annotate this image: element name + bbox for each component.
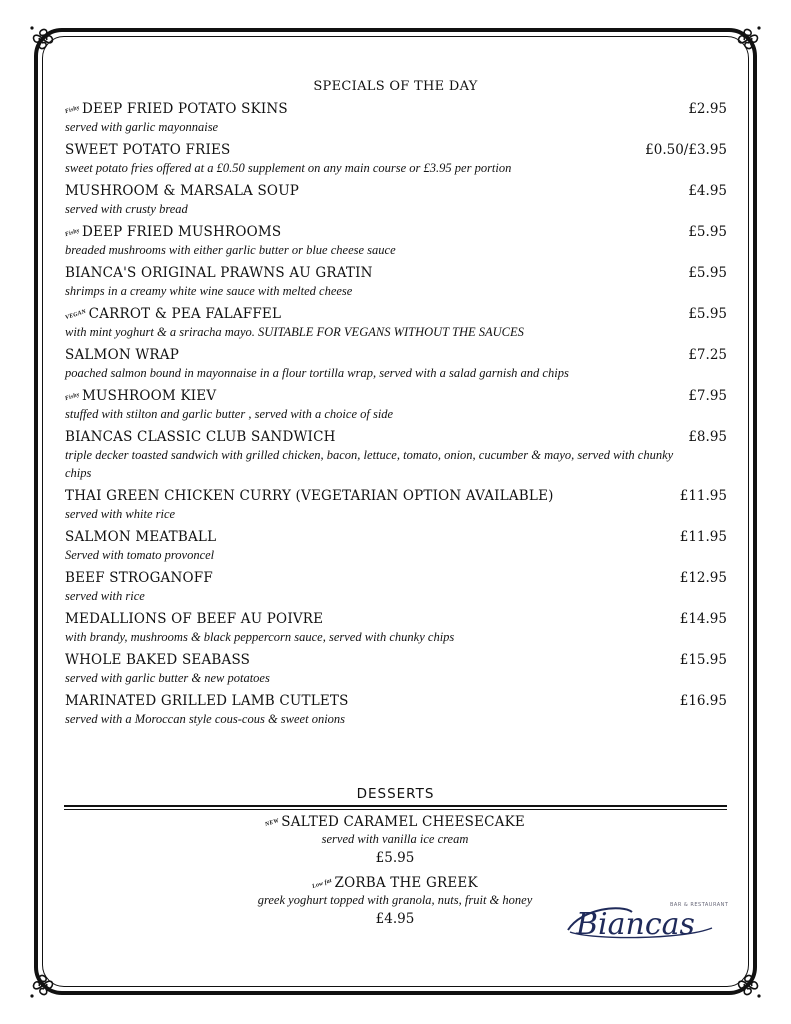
new-tag-icon: NEW <box>264 817 280 829</box>
item-description: triple decker toasted sandwich with grilled chicken, bacon, lettuce, tomato, onion, cucumber & mayo, served with chunky chips <box>65 448 674 480</box>
item-price: £11.95 <box>679 488 727 504</box>
item-price: £15.95 <box>679 652 727 668</box>
menu-item <box>65 652 727 687</box>
item-description: served with white rice <box>65 507 176 521</box>
menu-item <box>65 488 727 523</box>
item-name: MUSHROOM & MARSALA SOUP <box>65 183 300 199</box>
menu-item <box>65 429 727 482</box>
menu-item <box>65 101 727 136</box>
desserts-title: DESSERTS <box>356 786 435 802</box>
item-price: £5.95 <box>688 306 727 322</box>
item-description: with mint yoghurt & a sriracha mayo. SUITABLE FOR VEGANS WITHOUT THE SAUCES <box>65 325 524 339</box>
menu-item <box>65 611 727 646</box>
menu-item <box>65 529 727 564</box>
item-description: stuffed with stilton and garlic butter , served with a choice of side <box>65 407 394 421</box>
divider <box>64 805 727 807</box>
menu-item <box>65 183 727 218</box>
fishy-tag-icon: Fishy <box>64 104 81 116</box>
dessert-item <box>195 875 595 927</box>
item-name: BIANCAS CLASSIC CLUB SANDWICH <box>65 429 336 445</box>
fishy-tag-icon: Fishy <box>64 391 81 403</box>
vegan-tag-icon: VEGAN <box>64 308 88 322</box>
item-name: BEEF STROGANOFF <box>65 570 213 586</box>
item-description: breaded mushrooms with either garlic butter or blue cheese sauce <box>65 243 396 257</box>
menu-item <box>65 142 727 177</box>
item-name: Low fat ZORBA THE GREEK <box>311 875 478 891</box>
item-description: served with garlic mayonnaise <box>65 120 219 134</box>
specials-title: SPECIALS OF THE DAY <box>313 79 478 94</box>
menu-item <box>65 224 727 259</box>
low-fat-tag-icon: Low fat <box>311 878 333 890</box>
menu-item <box>65 388 727 423</box>
item-price: £16.95 <box>679 693 727 709</box>
item-description: served with a Moroccan style cous-cous & sweet onions <box>65 712 346 726</box>
item-name: MARINATED GRILLED LAMB CUTLETS <box>65 693 349 709</box>
item-description: poached salmon bound in mayonnaise in a flour tortilla wrap, served with a salad garnish and chips <box>65 366 569 380</box>
item-name: SALMON MEATBALL <box>65 529 217 545</box>
item-price: £0.50/£3.95 <box>645 142 727 158</box>
flourish-corner-icon <box>28 24 58 54</box>
menu-item <box>65 347 727 382</box>
item-name: FishyDEEP FRIED MUSHROOMS <box>64 224 282 240</box>
item-name: SWEET POTATO FRIES <box>65 142 231 158</box>
item-name: BIANCA'S ORIGINAL PRAWNS AU GRATIN <box>65 265 373 281</box>
menu-item <box>65 693 727 728</box>
item-description: shrimps in a creamy white wine sauce with melted cheese <box>65 284 353 298</box>
item-description: served with rice <box>65 589 145 603</box>
logo-tagline: BAR & RESTAURANT <box>670 902 729 908</box>
item-name: MEDALLIONS OF BEEF AU POIVRE <box>65 611 324 627</box>
item-price: £2.95 <box>688 101 727 117</box>
item-price: £12.95 <box>679 570 727 586</box>
item-price: £4.95 <box>375 911 415 927</box>
biancas-logo <box>562 890 729 950</box>
item-price: £8.95 <box>688 429 727 445</box>
item-name: NEWSALTED CARAMEL CHEESECAKE <box>264 814 525 830</box>
divider <box>64 809 727 810</box>
item-description: sweet potato fries offered at a £0.50 supplement on any main course or £3.95 per portion <box>65 161 512 175</box>
item-name: THAI GREEN CHICKEN CURRY (VEGETARIAN OPTION AVAILABLE) <box>65 488 554 504</box>
item-name: SALMON WRAP <box>65 347 180 363</box>
logo-text: Biancas <box>576 907 695 942</box>
item-price: £5.95 <box>688 224 727 240</box>
menu-item <box>65 570 727 605</box>
item-name: WHOLE BAKED SEABASS <box>65 652 251 668</box>
item-description: greek yoghurt topped with granola, nuts, fruit & honey <box>257 893 533 907</box>
item-description: with brandy, mushrooms & black peppercorn sauce, served with chunky chips <box>65 630 455 644</box>
flourish-corner-icon <box>28 970 58 1000</box>
item-name: VEGAN CARROT & PEA FALAFFEL <box>64 306 282 322</box>
item-name: FishyDEEP FRIED POTATO SKINS <box>64 101 288 117</box>
item-price: £7.25 <box>688 347 727 363</box>
item-description: served with garlic butter & new potatoes <box>65 671 270 685</box>
item-price: £11.95 <box>679 529 727 545</box>
flourish-corner-icon <box>733 24 763 54</box>
flourish-corner-icon <box>733 970 763 1000</box>
item-description: Served with tomato provoncel <box>65 548 215 562</box>
item-price: £14.95 <box>679 611 727 627</box>
item-price: £7.95 <box>688 388 727 404</box>
specials-list <box>65 101 727 734</box>
item-description: served with crusty bread <box>65 202 188 216</box>
item-name: FishyMUSHROOM KIEV <box>64 388 217 404</box>
menu-item <box>65 265 727 300</box>
dessert-item <box>195 814 595 866</box>
item-price: £5.95 <box>688 265 727 281</box>
item-description: served with vanilla ice cream <box>321 832 469 846</box>
fishy-tag-icon: Fishy <box>64 227 81 239</box>
item-price: £4.95 <box>688 183 727 199</box>
item-price: £5.95 <box>375 850 415 866</box>
menu-item <box>65 306 727 341</box>
